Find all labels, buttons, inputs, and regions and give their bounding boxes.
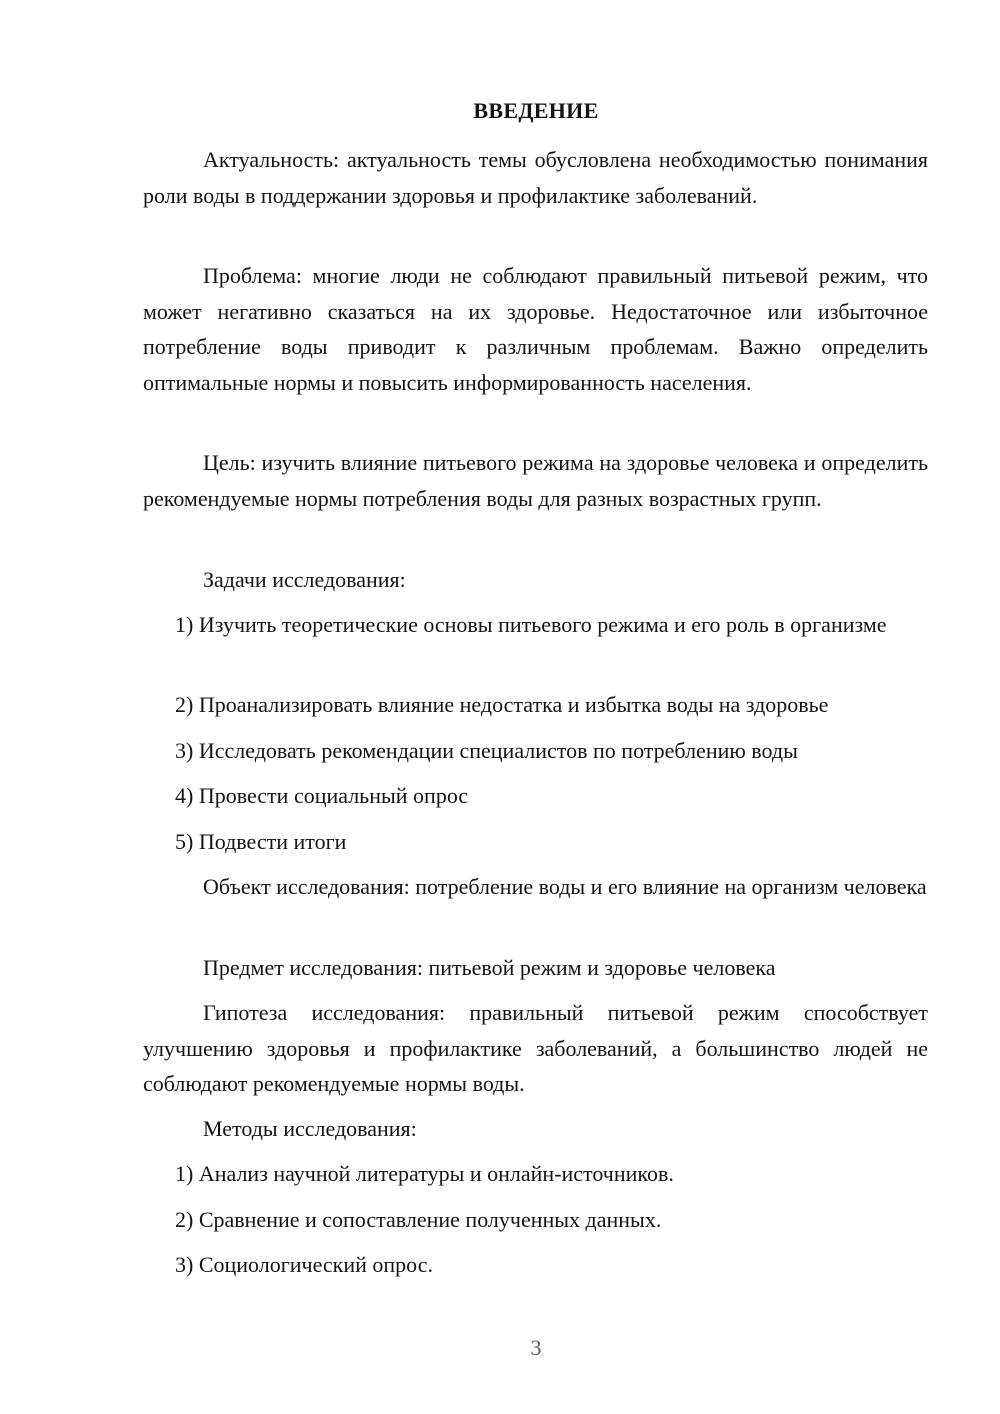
tasks-heading: Задачи исследования:	[203, 567, 406, 592]
relevance-paragraph: Актуальность: актуальность темы обусловлена необходимостью понимания роли воды в поддержании здоровья и профилактике заболеваний.	[143, 147, 928, 208]
method-item: 3) Социологический опрос.	[175, 1252, 433, 1277]
problem-paragraph: Проблема: многие люди не соблюдают правильный питьевой режим, что может негативно сказаться на их здоровье. Недостаточное или избыточное потребление воды приводит к различным проблемам. Важно определить оптимальные нормы и повысить информированность населения.	[143, 263, 928, 395]
object-paragraph: Объект исследования: потребление воды и его влияние на организм человека	[203, 874, 927, 899]
page-number: 3	[530, 1335, 542, 1360]
method-item: 1) Анализ научной литературы и онлайн-источников.	[175, 1161, 674, 1186]
task-item: 5) Подвести итоги	[175, 829, 347, 854]
task-item: 2) Проанализировать влияние недостатка и избытка воды на здоровье	[175, 692, 829, 717]
task-item: 4) Провести социальный опрос	[175, 783, 469, 808]
task-item: 1) Изучить теоретические основы питьевого режима и его роль в организме	[175, 612, 887, 637]
method-item: 2) Сравнение и сопоставление полученных данных.	[175, 1207, 662, 1232]
page-title: ВВЕДЕНИЕ	[473, 98, 599, 123]
task-item: 3) Исследовать рекомендации специалистов по потреблению воды	[175, 738, 798, 763]
hypothesis-paragraph: Гипотеза исследования: правильный питьевой режим способствует улучшению здоровья и профилактике заболеваний, а большинство людей не соблюдают рекомендуемые нормы воды.	[143, 1000, 928, 1096]
subject-paragraph: Предмет исследования: питьевой режим и здоровье человека	[203, 955, 776, 980]
goal-paragraph: Цель: изучить влияние питьевого режима на здоровье человека и определить рекомендуемые нормы потребления воды для разных возрастных групп.	[143, 450, 928, 511]
methods-heading: Методы исследования:	[203, 1116, 417, 1141]
